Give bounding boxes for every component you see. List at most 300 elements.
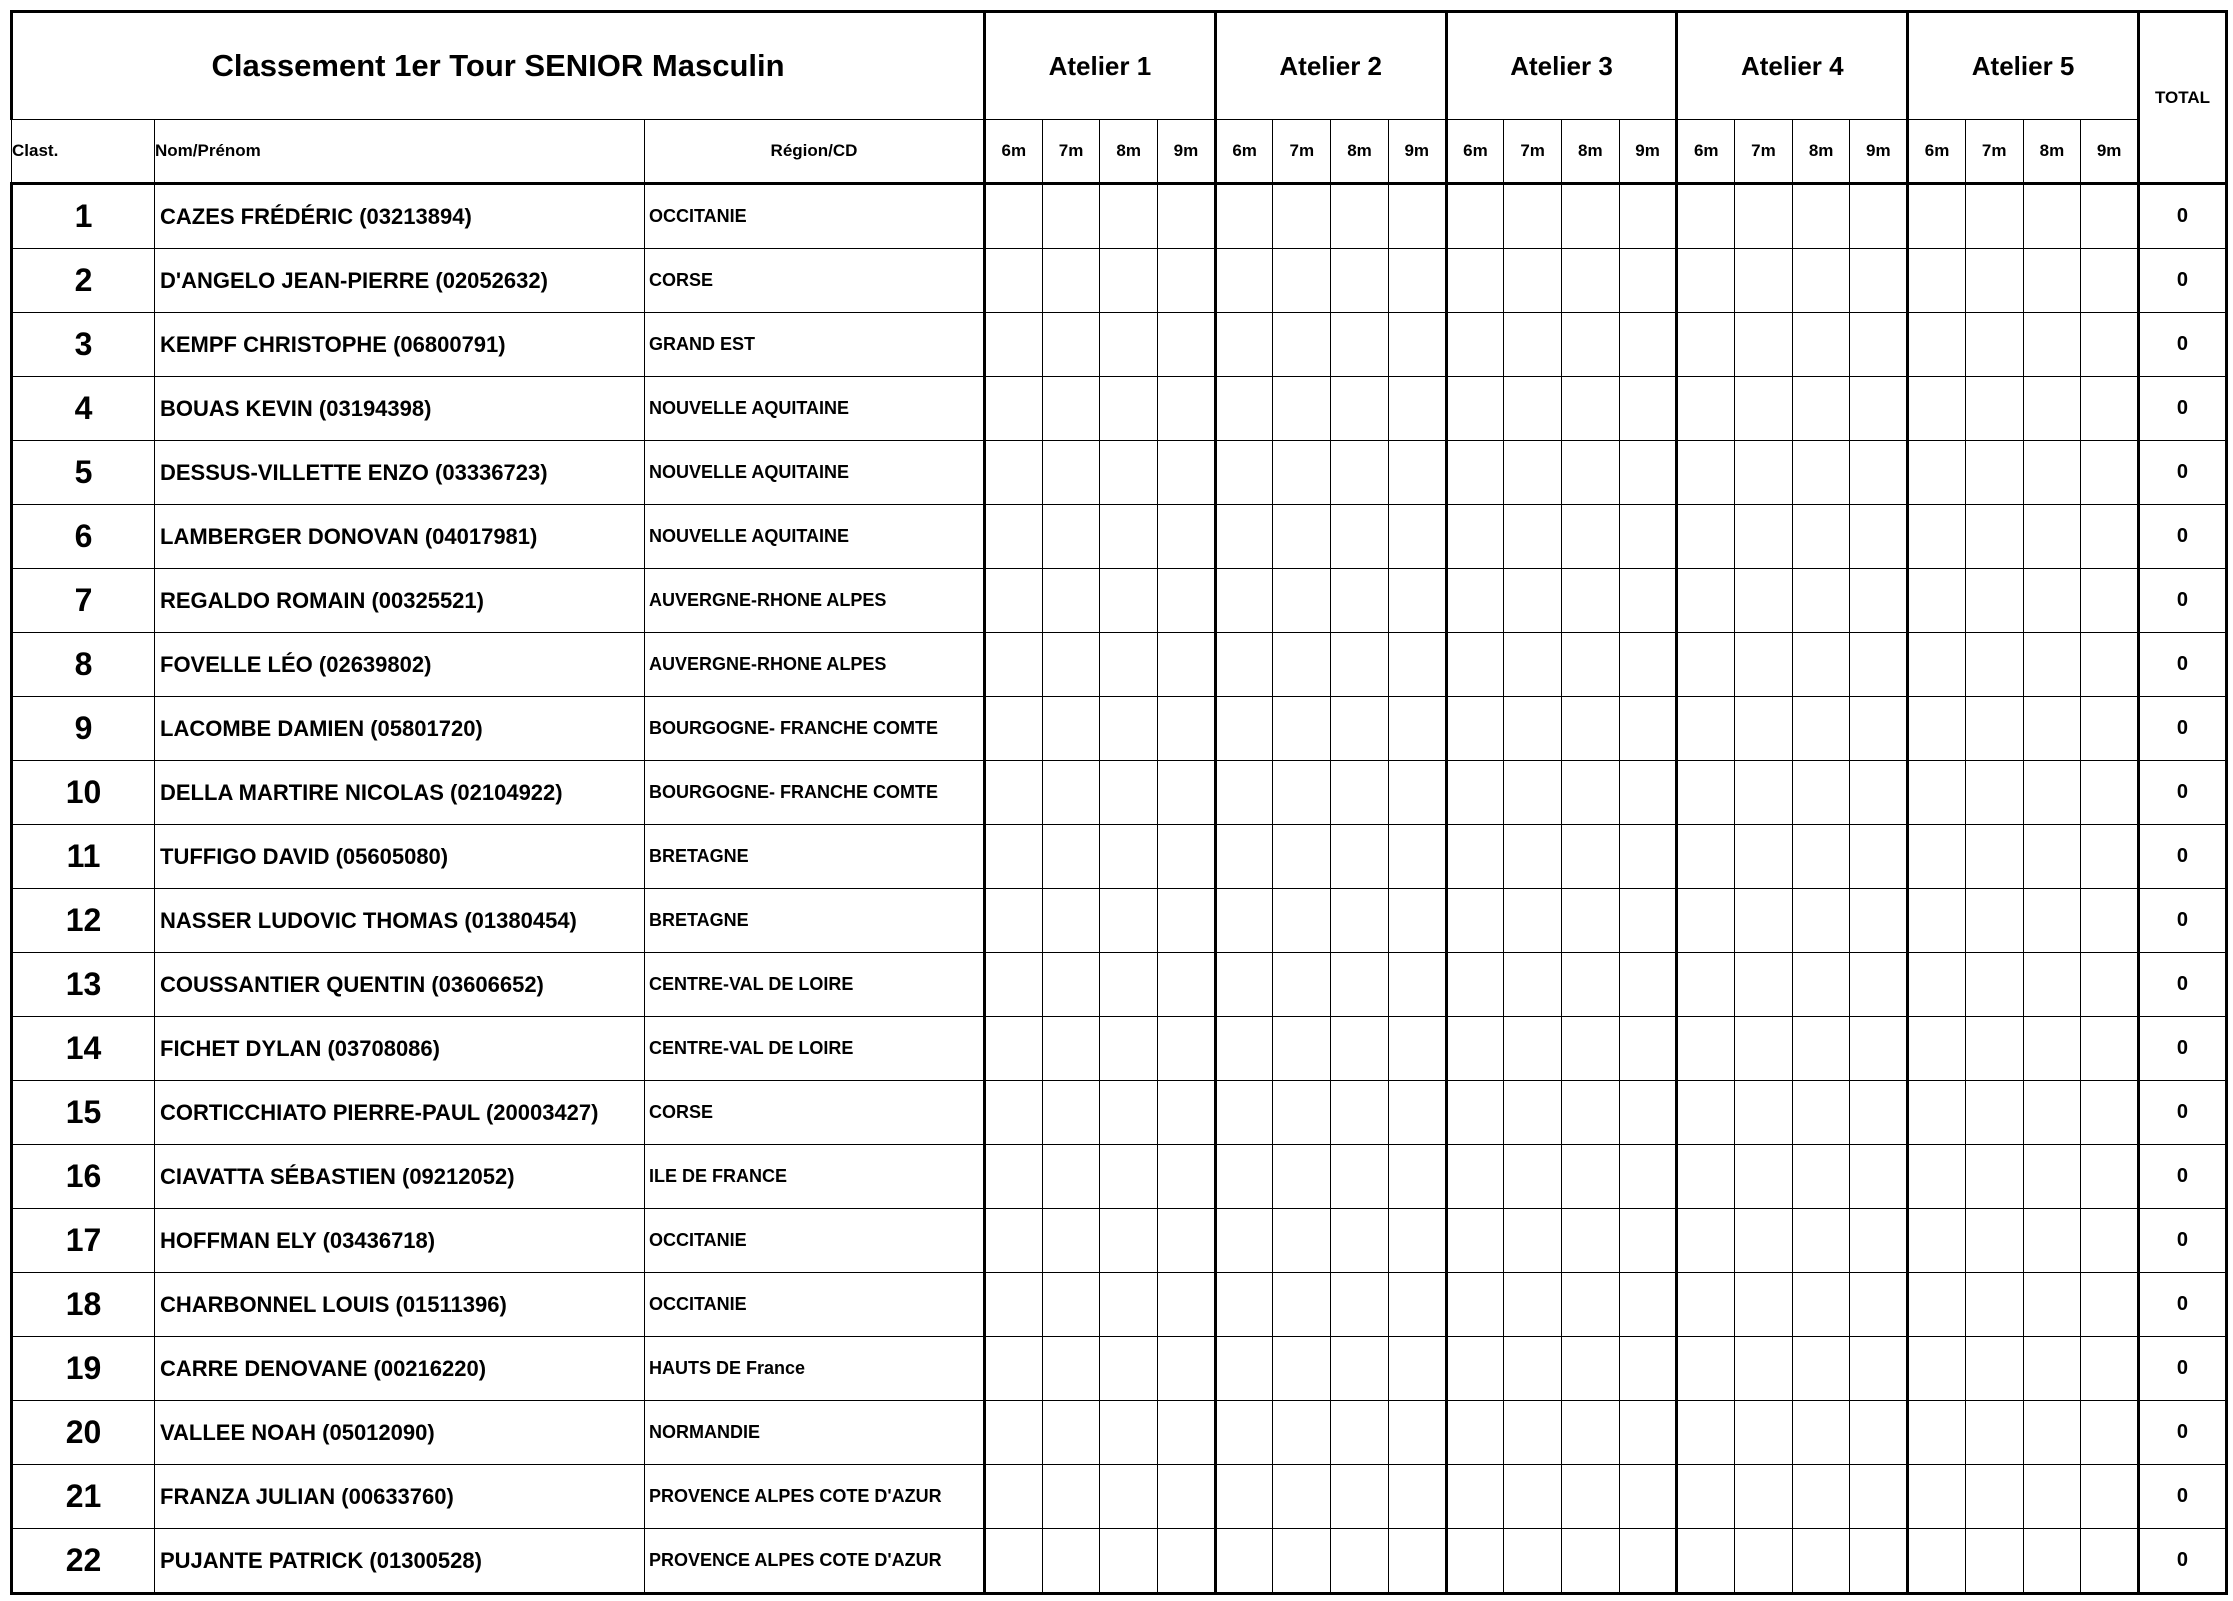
score-cell[interactable]	[1908, 1337, 1966, 1401]
score-cell[interactable]	[1735, 249, 1793, 313]
score-cell[interactable]	[1561, 697, 1619, 761]
score-cell[interactable]	[1850, 825, 1908, 889]
score-cell[interactable]	[1850, 1273, 1908, 1337]
score-cell[interactable]	[1561, 1081, 1619, 1145]
score-cell[interactable]	[1388, 1401, 1446, 1465]
score-cell[interactable]	[1561, 313, 1619, 377]
score-cell[interactable]	[1908, 1145, 1966, 1209]
score-cell[interactable]	[1331, 825, 1389, 889]
score-cell[interactable]	[1965, 569, 2023, 633]
score-cell[interactable]	[1619, 249, 1677, 313]
score-cell[interactable]	[1619, 1145, 1677, 1209]
score-cell[interactable]	[1388, 569, 1446, 633]
score-cell[interactable]	[1215, 697, 1273, 761]
score-cell[interactable]	[1677, 377, 1735, 441]
score-cell[interactable]	[1792, 569, 1850, 633]
score-cell[interactable]	[985, 953, 1043, 1017]
score-cell[interactable]	[1965, 697, 2023, 761]
score-cell[interactable]	[1908, 1401, 1966, 1465]
score-cell[interactable]	[2081, 1337, 2139, 1401]
score-cell[interactable]	[1619, 441, 1677, 505]
score-cell[interactable]	[1388, 313, 1446, 377]
score-cell[interactable]	[1331, 697, 1389, 761]
score-cell[interactable]	[2081, 1273, 2139, 1337]
score-cell[interactable]	[1792, 313, 1850, 377]
score-cell[interactable]	[1042, 1401, 1100, 1465]
score-cell[interactable]	[1158, 1465, 1216, 1529]
score-cell[interactable]	[1388, 889, 1446, 953]
score-cell[interactable]	[1561, 1273, 1619, 1337]
score-cell[interactable]	[1215, 1465, 1273, 1529]
score-cell[interactable]	[1850, 1401, 1908, 1465]
score-cell[interactable]	[1158, 249, 1216, 313]
score-cell[interactable]	[1504, 1401, 1562, 1465]
score-cell[interactable]	[1619, 1465, 1677, 1529]
score-cell[interactable]	[1388, 825, 1446, 889]
score-cell[interactable]	[2081, 184, 2139, 249]
score-cell[interactable]	[2023, 313, 2081, 377]
score-cell[interactable]	[1965, 249, 2023, 313]
score-cell[interactable]	[1042, 761, 1100, 825]
score-cell[interactable]	[1388, 697, 1446, 761]
score-cell[interactable]	[1158, 569, 1216, 633]
score-cell[interactable]	[1100, 505, 1158, 569]
score-cell[interactable]	[1446, 697, 1504, 761]
score-cell[interactable]	[1504, 1465, 1562, 1529]
score-cell[interactable]	[1388, 1465, 1446, 1529]
score-cell[interactable]	[1273, 1145, 1331, 1209]
score-cell[interactable]	[1504, 825, 1562, 889]
score-cell[interactable]	[1735, 953, 1793, 1017]
score-cell[interactable]	[1446, 377, 1504, 441]
score-cell[interactable]	[1273, 249, 1331, 313]
score-cell[interactable]	[1042, 1017, 1100, 1081]
score-cell[interactable]	[1619, 761, 1677, 825]
score-cell[interactable]	[1215, 313, 1273, 377]
score-cell[interactable]	[1735, 505, 1793, 569]
score-cell[interactable]	[1908, 441, 1966, 505]
score-cell[interactable]	[1504, 1081, 1562, 1145]
score-cell[interactable]	[1215, 249, 1273, 313]
score-cell[interactable]	[1619, 633, 1677, 697]
score-cell[interactable]	[1677, 1273, 1735, 1337]
score-cell[interactable]	[2023, 1017, 2081, 1081]
score-cell[interactable]	[1850, 505, 1908, 569]
score-cell[interactable]	[1042, 825, 1100, 889]
score-cell[interactable]	[1446, 1465, 1504, 1529]
score-cell[interactable]	[1792, 1465, 1850, 1529]
score-cell[interactable]	[1042, 184, 1100, 249]
score-cell[interactable]	[1158, 953, 1216, 1017]
score-cell[interactable]	[1504, 1337, 1562, 1401]
score-cell[interactable]	[1100, 313, 1158, 377]
score-cell[interactable]	[1331, 505, 1389, 569]
score-cell[interactable]	[1331, 633, 1389, 697]
score-cell[interactable]	[1446, 1529, 1504, 1594]
score-cell[interactable]	[1215, 953, 1273, 1017]
score-cell[interactable]	[1908, 697, 1966, 761]
score-cell[interactable]	[1273, 377, 1331, 441]
score-cell[interactable]	[1042, 1465, 1100, 1529]
score-cell[interactable]	[1331, 1337, 1389, 1401]
score-cell[interactable]	[1388, 249, 1446, 313]
score-cell[interactable]	[1215, 505, 1273, 569]
score-cell[interactable]	[1735, 184, 1793, 249]
score-cell[interactable]	[1735, 1209, 1793, 1273]
score-cell[interactable]	[1158, 441, 1216, 505]
score-cell[interactable]	[2081, 1145, 2139, 1209]
score-cell[interactable]	[1446, 441, 1504, 505]
score-cell[interactable]	[1735, 441, 1793, 505]
score-cell[interactable]	[1042, 313, 1100, 377]
score-cell[interactable]	[1850, 761, 1908, 825]
score-cell[interactable]	[1215, 761, 1273, 825]
score-cell[interactable]	[1792, 1337, 1850, 1401]
score-cell[interactable]	[1215, 633, 1273, 697]
score-cell[interactable]	[1792, 1529, 1850, 1594]
score-cell[interactable]	[1042, 505, 1100, 569]
score-cell[interactable]	[1850, 184, 1908, 249]
score-cell[interactable]	[2081, 1209, 2139, 1273]
score-cell[interactable]	[1100, 1529, 1158, 1594]
score-cell[interactable]	[1504, 953, 1562, 1017]
score-cell[interactable]	[1504, 761, 1562, 825]
score-cell[interactable]	[1215, 1081, 1273, 1145]
score-cell[interactable]	[1446, 1081, 1504, 1145]
score-cell[interactable]	[1850, 569, 1908, 633]
score-cell[interactable]	[1100, 1145, 1158, 1209]
score-cell[interactable]	[2023, 1145, 2081, 1209]
score-cell[interactable]	[1792, 1081, 1850, 1145]
score-cell[interactable]	[1215, 889, 1273, 953]
score-cell[interactable]	[1100, 441, 1158, 505]
score-cell[interactable]	[1619, 1081, 1677, 1145]
score-cell[interactable]	[2081, 953, 2139, 1017]
score-cell[interactable]	[1792, 825, 1850, 889]
score-cell[interactable]	[1100, 825, 1158, 889]
score-cell[interactable]	[1504, 377, 1562, 441]
score-cell[interactable]	[1100, 377, 1158, 441]
score-cell[interactable]	[985, 1465, 1043, 1529]
score-cell[interactable]	[2081, 761, 2139, 825]
score-cell[interactable]	[2081, 505, 2139, 569]
score-cell[interactable]	[1100, 889, 1158, 953]
score-cell[interactable]	[1792, 1273, 1850, 1337]
score-cell[interactable]	[2081, 249, 2139, 313]
score-cell[interactable]	[1388, 377, 1446, 441]
score-cell[interactable]	[1677, 825, 1735, 889]
score-cell[interactable]	[1331, 313, 1389, 377]
score-cell[interactable]	[1100, 1273, 1158, 1337]
score-cell[interactable]	[2081, 377, 2139, 441]
score-cell[interactable]	[1908, 825, 1966, 889]
score-cell[interactable]	[1388, 441, 1446, 505]
score-cell[interactable]	[1677, 761, 1735, 825]
score-cell[interactable]	[1446, 633, 1504, 697]
score-cell[interactable]	[1504, 1273, 1562, 1337]
score-cell[interactable]	[1388, 1273, 1446, 1337]
score-cell[interactable]	[1677, 1017, 1735, 1081]
score-cell[interactable]	[1619, 825, 1677, 889]
score-cell[interactable]	[1042, 1337, 1100, 1401]
score-cell[interactable]	[2023, 825, 2081, 889]
score-cell[interactable]	[1850, 1017, 1908, 1081]
score-cell[interactable]	[2081, 889, 2139, 953]
score-cell[interactable]	[1677, 569, 1735, 633]
score-cell[interactable]	[1792, 1017, 1850, 1081]
score-cell[interactable]	[1331, 1209, 1389, 1273]
score-cell[interactable]	[1446, 1337, 1504, 1401]
score-cell[interactable]	[1273, 1209, 1331, 1273]
score-cell[interactable]	[1504, 569, 1562, 633]
score-cell[interactable]	[1158, 313, 1216, 377]
score-cell[interactable]	[1792, 633, 1850, 697]
score-cell[interactable]	[1561, 1145, 1619, 1209]
score-cell[interactable]	[1388, 633, 1446, 697]
score-cell[interactable]	[985, 505, 1043, 569]
score-cell[interactable]	[985, 1401, 1043, 1465]
score-cell[interactable]	[1792, 505, 1850, 569]
score-cell[interactable]	[1792, 1209, 1850, 1273]
score-cell[interactable]	[1100, 1017, 1158, 1081]
score-cell[interactable]	[1158, 889, 1216, 953]
score-cell[interactable]	[1504, 249, 1562, 313]
score-cell[interactable]	[1158, 377, 1216, 441]
score-cell[interactable]	[1908, 249, 1966, 313]
score-cell[interactable]	[1273, 313, 1331, 377]
score-cell[interactable]	[1908, 889, 1966, 953]
score-cell[interactable]	[1446, 249, 1504, 313]
score-cell[interactable]	[1908, 569, 1966, 633]
score-cell[interactable]	[1273, 1337, 1331, 1401]
score-cell[interactable]	[2023, 1401, 2081, 1465]
score-cell[interactable]	[1965, 1401, 2023, 1465]
score-cell[interactable]	[1273, 697, 1331, 761]
score-cell[interactable]	[2023, 1273, 2081, 1337]
score-cell[interactable]	[2023, 505, 2081, 569]
score-cell[interactable]	[2023, 761, 2081, 825]
score-cell[interactable]	[2081, 441, 2139, 505]
score-cell[interactable]	[985, 1081, 1043, 1145]
score-cell[interactable]	[1735, 889, 1793, 953]
score-cell[interactable]	[1792, 697, 1850, 761]
score-cell[interactable]	[1388, 184, 1446, 249]
score-cell[interactable]	[1908, 761, 1966, 825]
score-cell[interactable]	[1619, 184, 1677, 249]
score-cell[interactable]	[1850, 441, 1908, 505]
score-cell[interactable]	[1504, 505, 1562, 569]
score-cell[interactable]	[1158, 184, 1216, 249]
score-cell[interactable]	[1331, 1273, 1389, 1337]
score-cell[interactable]	[1388, 1209, 1446, 1273]
score-cell[interactable]	[1561, 1401, 1619, 1465]
score-cell[interactable]	[1561, 249, 1619, 313]
score-cell[interactable]	[1850, 1465, 1908, 1529]
score-cell[interactable]	[1100, 1081, 1158, 1145]
score-cell[interactable]	[1619, 313, 1677, 377]
score-cell[interactable]	[1965, 1081, 2023, 1145]
score-cell[interactable]	[1677, 1465, 1735, 1529]
score-cell[interactable]	[1619, 505, 1677, 569]
score-cell[interactable]	[1561, 377, 1619, 441]
score-cell[interactable]	[1158, 1209, 1216, 1273]
score-cell[interactable]	[1677, 441, 1735, 505]
score-cell[interactable]	[1331, 184, 1389, 249]
score-cell[interactable]	[1908, 1273, 1966, 1337]
score-cell[interactable]	[1504, 1145, 1562, 1209]
score-cell[interactable]	[1504, 441, 1562, 505]
score-cell[interactable]	[985, 569, 1043, 633]
score-cell[interactable]	[1042, 1145, 1100, 1209]
score-cell[interactable]	[1735, 1017, 1793, 1081]
score-cell[interactable]	[1792, 441, 1850, 505]
score-cell[interactable]	[1677, 505, 1735, 569]
score-cell[interactable]	[1273, 184, 1331, 249]
score-cell[interactable]	[1100, 953, 1158, 1017]
score-cell[interactable]	[1619, 1401, 1677, 1465]
score-cell[interactable]	[1100, 1465, 1158, 1529]
score-cell[interactable]	[1273, 761, 1331, 825]
score-cell[interactable]	[1100, 1401, 1158, 1465]
score-cell[interactable]	[1677, 1337, 1735, 1401]
score-cell[interactable]	[1965, 377, 2023, 441]
score-cell[interactable]	[985, 633, 1043, 697]
score-cell[interactable]	[1965, 953, 2023, 1017]
score-cell[interactable]	[1908, 633, 1966, 697]
score-cell[interactable]	[1677, 249, 1735, 313]
score-cell[interactable]	[1331, 1465, 1389, 1529]
score-cell[interactable]	[1388, 953, 1446, 1017]
score-cell[interactable]	[1677, 1401, 1735, 1465]
score-cell[interactable]	[1561, 1529, 1619, 1594]
score-cell[interactable]	[1446, 889, 1504, 953]
score-cell[interactable]	[1965, 1273, 2023, 1337]
score-cell[interactable]	[1215, 1145, 1273, 1209]
score-cell[interactable]	[1273, 633, 1331, 697]
score-cell[interactable]	[1850, 313, 1908, 377]
score-cell[interactable]	[1446, 1273, 1504, 1337]
score-cell[interactable]	[2023, 441, 2081, 505]
score-cell[interactable]	[1908, 1529, 1966, 1594]
score-cell[interactable]	[1561, 441, 1619, 505]
score-cell[interactable]	[1331, 953, 1389, 1017]
score-cell[interactable]	[1619, 1017, 1677, 1081]
score-cell[interactable]	[1446, 825, 1504, 889]
score-cell[interactable]	[1158, 1017, 1216, 1081]
score-cell[interactable]	[1215, 377, 1273, 441]
score-cell[interactable]	[1388, 1529, 1446, 1594]
score-cell[interactable]	[1331, 377, 1389, 441]
score-cell[interactable]	[1446, 761, 1504, 825]
score-cell[interactable]	[1388, 761, 1446, 825]
score-cell[interactable]	[1042, 697, 1100, 761]
score-cell[interactable]	[1908, 313, 1966, 377]
score-cell[interactable]	[1735, 1081, 1793, 1145]
score-cell[interactable]	[1504, 1017, 1562, 1081]
score-cell[interactable]	[1850, 249, 1908, 313]
score-cell[interactable]	[1504, 889, 1562, 953]
score-cell[interactable]	[1677, 889, 1735, 953]
score-cell[interactable]	[1561, 1209, 1619, 1273]
score-cell[interactable]	[1446, 953, 1504, 1017]
score-cell[interactable]	[1908, 1017, 1966, 1081]
score-cell[interactable]	[985, 441, 1043, 505]
score-cell[interactable]	[1792, 761, 1850, 825]
score-cell[interactable]	[1215, 1017, 1273, 1081]
score-cell[interactable]	[985, 184, 1043, 249]
score-cell[interactable]	[1965, 1145, 2023, 1209]
score-cell[interactable]	[1042, 633, 1100, 697]
score-cell[interactable]	[1850, 377, 1908, 441]
score-cell[interactable]	[1619, 1337, 1677, 1401]
score-cell[interactable]	[1446, 184, 1504, 249]
score-cell[interactable]	[1042, 889, 1100, 953]
score-cell[interactable]	[1677, 633, 1735, 697]
score-cell[interactable]	[1100, 633, 1158, 697]
score-cell[interactable]	[1850, 889, 1908, 953]
score-cell[interactable]	[2023, 953, 2081, 1017]
score-cell[interactable]	[985, 1337, 1043, 1401]
score-cell[interactable]	[1908, 1465, 1966, 1529]
score-cell[interactable]	[1792, 953, 1850, 1017]
score-cell[interactable]	[1619, 1209, 1677, 1273]
score-cell[interactable]	[1677, 184, 1735, 249]
score-cell[interactable]	[985, 377, 1043, 441]
score-cell[interactable]	[985, 313, 1043, 377]
score-cell[interactable]	[1965, 761, 2023, 825]
score-cell[interactable]	[1504, 1209, 1562, 1273]
score-cell[interactable]	[1273, 1081, 1331, 1145]
score-cell[interactable]	[1619, 377, 1677, 441]
score-cell[interactable]	[1100, 1337, 1158, 1401]
score-cell[interactable]	[1561, 633, 1619, 697]
score-cell[interactable]	[1331, 1529, 1389, 1594]
score-cell[interactable]	[1331, 569, 1389, 633]
score-cell[interactable]	[1735, 569, 1793, 633]
score-cell[interactable]	[2081, 633, 2139, 697]
score-cell[interactable]	[1561, 1465, 1619, 1529]
score-cell[interactable]	[985, 1209, 1043, 1273]
score-cell[interactable]	[1331, 1401, 1389, 1465]
score-cell[interactable]	[985, 889, 1043, 953]
score-cell[interactable]	[1042, 569, 1100, 633]
score-cell[interactable]	[1504, 633, 1562, 697]
score-cell[interactable]	[1850, 1081, 1908, 1145]
score-cell[interactable]	[1273, 441, 1331, 505]
score-cell[interactable]	[1677, 697, 1735, 761]
score-cell[interactable]	[1215, 1337, 1273, 1401]
score-cell[interactable]	[1158, 1337, 1216, 1401]
score-cell[interactable]	[1042, 249, 1100, 313]
score-cell[interactable]	[1735, 825, 1793, 889]
score-cell[interactable]	[1388, 1017, 1446, 1081]
score-cell[interactable]	[1792, 1401, 1850, 1465]
score-cell[interactable]	[1792, 1145, 1850, 1209]
score-cell[interactable]	[1619, 889, 1677, 953]
score-cell[interactable]	[1446, 1017, 1504, 1081]
score-cell[interactable]	[1850, 1337, 1908, 1401]
score-cell[interactable]	[1735, 1401, 1793, 1465]
score-cell[interactable]	[2081, 1017, 2139, 1081]
score-cell[interactable]	[1504, 1529, 1562, 1594]
score-cell[interactable]	[2081, 569, 2139, 633]
score-cell[interactable]	[1100, 697, 1158, 761]
score-cell[interactable]	[1965, 1529, 2023, 1594]
score-cell[interactable]	[1100, 1209, 1158, 1273]
score-cell[interactable]	[1561, 184, 1619, 249]
score-cell[interactable]	[1735, 1337, 1793, 1401]
score-cell[interactable]	[1042, 953, 1100, 1017]
